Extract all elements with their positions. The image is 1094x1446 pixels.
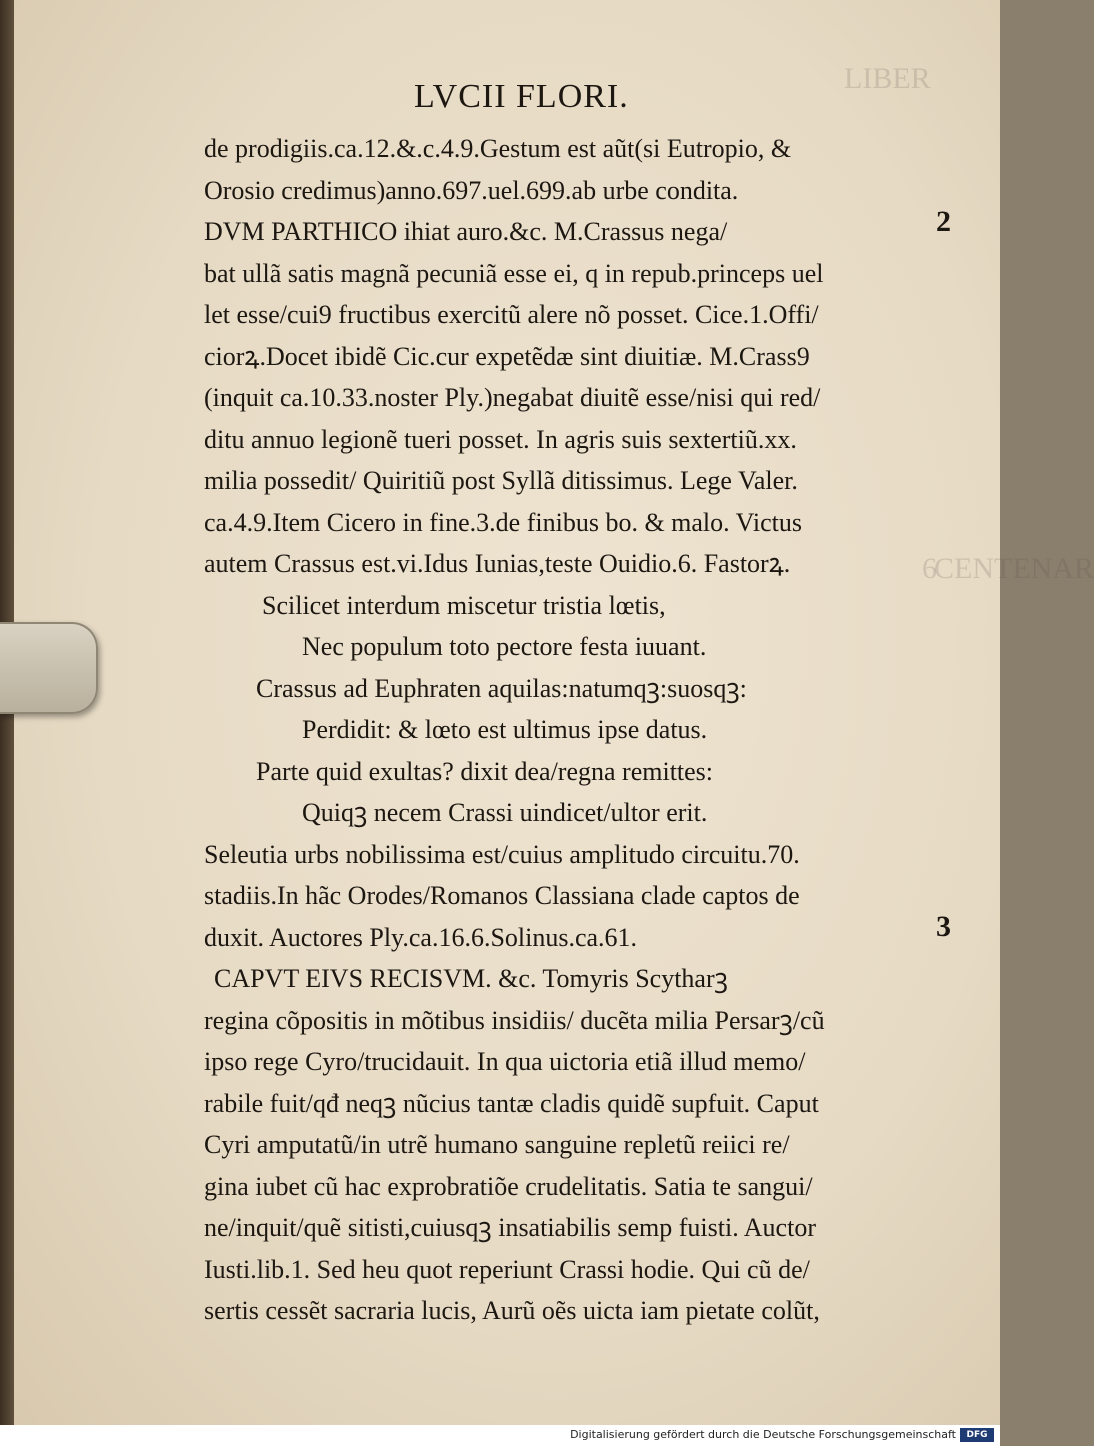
verse-line: Perdidit: & lœto est ultimus ipse datus. (302, 715, 708, 744)
book-page (14, 0, 1094, 1425)
text-line: sertis cessẽt sacraria lucis, Aurũ oẽs uicta iam pietate colũt, (204, 1296, 820, 1325)
verse-line: Nec populum toto pectore festa iuuant. (302, 632, 707, 661)
text-line: CAPVT EIVS RECISVM. &c. Tomyris Scytharꝫ (214, 964, 728, 993)
text-line: Cyri amputatũ/in utrẽ humano sanguine repletũ reiici re/ (204, 1130, 790, 1159)
text-line: rabile fuit/qđ neqꝫ nũcius tantæ cladis quidẽ supfuit. Caput (204, 1088, 819, 1118)
verse-line: Scilicet interdum miscetur tristia lœtis, (262, 590, 666, 620)
text-line: Orosio credimus)anno.697.uel.699.ab urbe condita. (204, 175, 739, 205)
text-line: milia possedit/ Quiritiũ post Syllã ditissimus. Lege Valer. (204, 466, 798, 495)
text-line: (inquit ca.10.33.noster Ply.)negabat diuitẽ esse/nisi qui red/ (204, 383, 821, 412)
text-line: ciorꝝ.Docet ibidẽ Cic.cur expetẽdæ sint diuitiæ. M.Crass9 (204, 341, 810, 371)
text-line: duxit. Auctores Ply.ca.16.6.Solinus.ca.61. (204, 922, 638, 952)
text-line: gina iubet cũ hac exprobratiõe crudelitatis. Satia te sangui/ (204, 1171, 813, 1201)
text-line: Iusti.lib.1. Sed heu quot reperiunt Crassi hodie. Qui cũ de/ (204, 1254, 810, 1284)
text-line: regina cõpositis in mõtibus insidiis/ ducẽta milia Persarꝫ/cũ (204, 1005, 825, 1035)
book-clasp (0, 622, 98, 714)
main-text (204, 128, 964, 1332)
verse-line: Crassus ad Euphraten aquilas:natumqꝫ:suosqꝫ: (256, 673, 747, 703)
show-through-heading: LIBER (844, 62, 931, 95)
text-line: DVM PARTHICO ihiat auro.&c. M.Crassus nega/ (204, 217, 728, 246)
footer-credit: Digitalisierung gefördert durch die Deutsche Forschungsgemeinschaft (570, 1428, 956, 1441)
dfg-logo: DFG (960, 1428, 994, 1442)
verse-line: Quiqꝫ necem Crassi uindicet/ultor erit. (302, 798, 708, 827)
text-line: let esse/cui9 fructibus exercitũ alere nõ posset. Cice.1.Offi/ (204, 300, 819, 329)
text-line: de prodigiis.ca.12.&.c.4.9.Gestum est aũt(si Eutropio, & (204, 134, 792, 163)
margin-note-3: 3 (936, 910, 951, 943)
text-line: autem Crassus est.vi.Idus Iunias,teste Ouidio.6. Fastorꝝ. (204, 549, 791, 578)
text-line: ditu annuo legionẽ tueri posset. In agris suis sextertiũ.xx. (204, 424, 797, 454)
show-through-word: CENTENAR (934, 552, 1094, 585)
text-line: stadiis.In hãc Orodes/Romanos Classiana clade captos de (204, 881, 800, 910)
text-line: ne/inquit/quẽ sitisti,cuiusqꝫ insatiabilis semp fuisti. Auctor (204, 1213, 816, 1242)
running-header: LVCII FLORI. (414, 78, 629, 115)
text-line: bat ullã satis magnã pecuniã esse ei, q in repub.princeps uel (204, 258, 824, 288)
text-line: ipso rege Cyro/trucidauit. In qua uictoria etiã illud memo/ (204, 1047, 806, 1076)
text-line: Seleutia urbs nobilissima est/cuius amplitudo circuitu.70. (204, 839, 800, 869)
text-line: ca.4.9.Item Cicero in fine.3.de finibus bo. & malo. Victus (204, 507, 802, 537)
show-through-number: 6 (922, 552, 937, 585)
footer-bar (0, 1425, 1000, 1446)
margin-note-2: 2 (936, 205, 951, 238)
verse-line: Parte quid exultas? dixit dea/regna remittes: (256, 756, 714, 786)
